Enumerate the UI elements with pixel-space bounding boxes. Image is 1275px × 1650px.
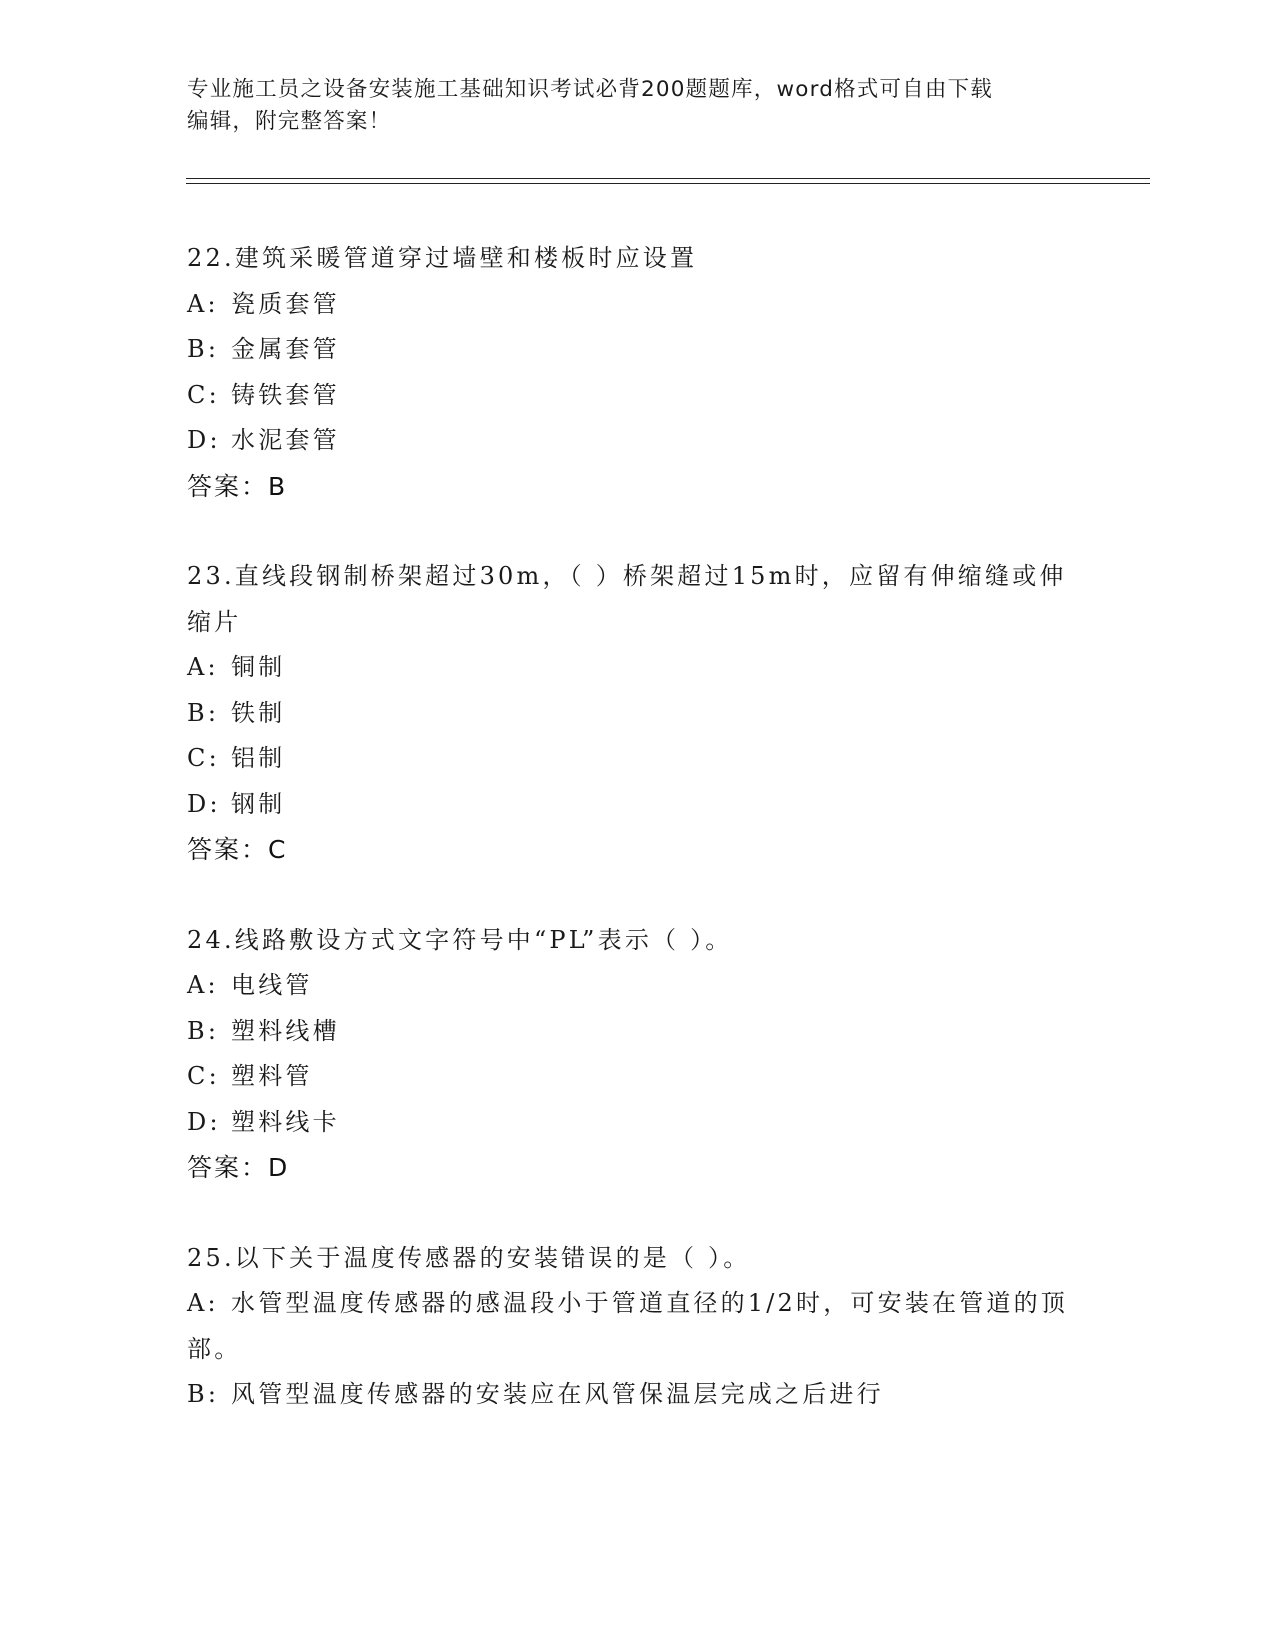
- option-text: 水管型温度传感器的感温段小于管道直径的1/2时，可安装在管道的顶部。: [187, 1289, 1069, 1363]
- option-letter: D:: [187, 789, 221, 818]
- question-stem: 23.直线段钢制桥架超过30m，（ ）桥架超过15m时，应留有伸缩缝或伸缩片: [187, 562, 1067, 636]
- question-stem: 24.线路敷设方式文字符号中“PL”表示（ ）。: [187, 925, 733, 954]
- option-letter: D:: [187, 1107, 221, 1136]
- option-letter: C:: [187, 744, 220, 772]
- option-letter: A:: [187, 289, 219, 318]
- option-letter: B:: [187, 698, 220, 727]
- option-letter: B:: [187, 335, 220, 363]
- option-b: [187, 327, 1087, 373]
- option-text: 金属套管: [231, 335, 340, 363]
- option-b: [187, 691, 1087, 737]
- option-letter: D:: [187, 426, 221, 454]
- option-text: 铜制: [231, 653, 286, 681]
- option-letter: B:: [187, 1380, 220, 1408]
- question-25: [187, 1236, 1087, 1418]
- option-letter: A:: [187, 653, 219, 681]
- answer-line: 答案：B: [187, 471, 288, 501]
- option-text: 塑料线槽: [231, 1016, 340, 1045]
- option-c: [187, 373, 1087, 419]
- option-letter: C:: [187, 380, 220, 409]
- header-line-2: 编辑，附完整答案！: [187, 109, 392, 134]
- option-a: [187, 645, 1087, 691]
- question-23: [187, 554, 1087, 873]
- option-text: 风管型温度传感器的安装应在风管保温层完成之后进行: [231, 1380, 884, 1408]
- answer-line: 答案：C: [187, 835, 288, 864]
- option-d: [187, 1100, 1087, 1146]
- option-a: [187, 963, 1087, 1009]
- option-c: [187, 1054, 1087, 1100]
- option-a: [187, 282, 1087, 328]
- question-24: [187, 918, 1087, 1191]
- option-text: 瓷质套管: [231, 289, 340, 318]
- option-text: 电线管: [231, 971, 313, 999]
- option-d: [187, 418, 1087, 464]
- header-divider-bottom: [186, 183, 1150, 184]
- option-text: 铸铁套管: [231, 380, 340, 409]
- option-text: 水泥套管: [231, 426, 340, 454]
- option-letter: B:: [187, 1016, 220, 1045]
- option-letter: A:: [187, 971, 219, 999]
- option-text: 铝制: [231, 744, 286, 772]
- option-text: 塑料线卡: [231, 1107, 340, 1136]
- option-b: [187, 1009, 1087, 1055]
- option-a: [187, 1281, 1077, 1372]
- question-22: [187, 236, 1087, 509]
- option-d: [187, 782, 1087, 828]
- question-stem: 22.建筑采暖管道穿过墙壁和楼板时应设置: [187, 244, 698, 272]
- option-c: [187, 736, 1087, 782]
- option-b: [187, 1372, 1087, 1418]
- document-header: [187, 74, 1087, 138]
- option-text: 钢制: [231, 789, 286, 818]
- option-letter: A:: [187, 1289, 219, 1317]
- question-stem: 25.以下关于温度传感器的安装错误的是（ ）。: [187, 1243, 751, 1272]
- header-line-1: 专业施工员之设备安装施工基础知识考试必背200题题库，word格式可自由下载: [187, 77, 993, 102]
- option-letter: C:: [187, 1062, 220, 1090]
- question-list: [187, 236, 1087, 1463]
- option-text: 塑料管: [231, 1062, 313, 1090]
- answer-line: 答案：D: [187, 1153, 290, 1182]
- option-text: 铁制: [231, 698, 286, 727]
- header-divider-top: [186, 178, 1150, 179]
